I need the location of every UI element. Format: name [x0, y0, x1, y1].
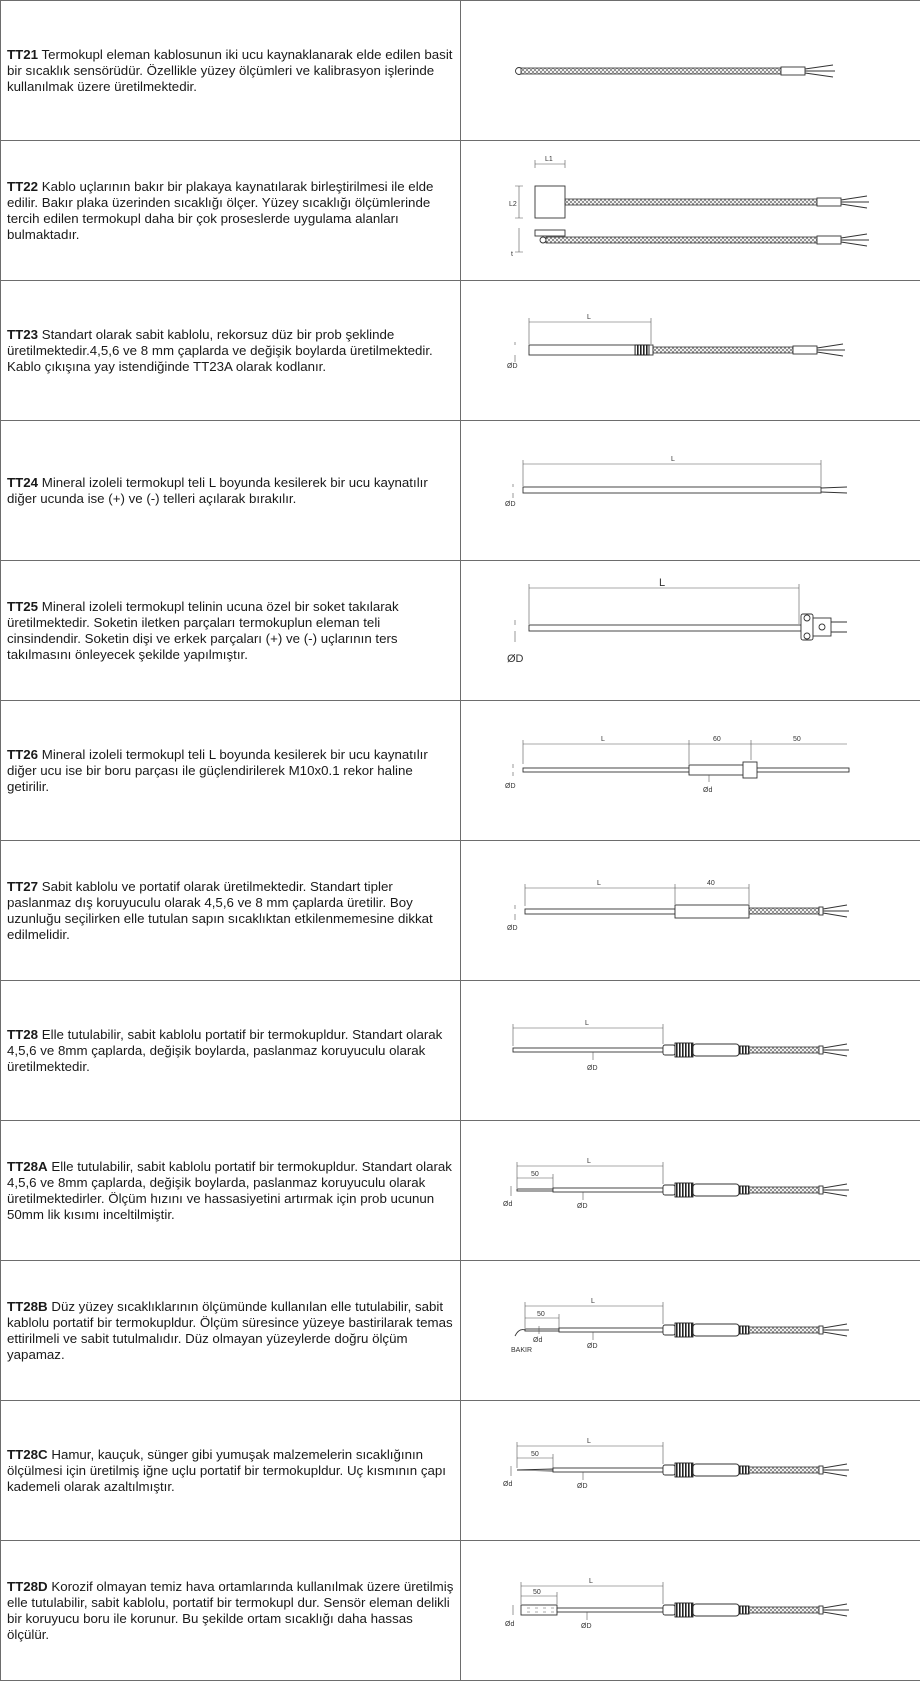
wire-ends [841, 196, 869, 208]
description-cell [1, 701, 461, 841]
description-tt28a [1, 1159, 460, 1223]
handle-body [693, 1464, 739, 1476]
handle-collar [663, 1465, 675, 1475]
dimension-label: 50 [531, 1171, 539, 1178]
drawing-cell [461, 281, 920, 421]
dimension-label: Ød [703, 787, 712, 794]
probe-sheath [557, 1608, 663, 1612]
mineral-insulated-sheath [529, 625, 801, 631]
product-code: TT21 [7, 47, 38, 62]
dimension-label: ØD [577, 1203, 588, 1210]
handle-grip [675, 1323, 693, 1337]
dimension-label: 40 [707, 880, 715, 887]
drawing-cell [461, 561, 920, 701]
description-cell [1, 981, 461, 1121]
dimension-label: L [591, 1298, 595, 1305]
product-code: TT27 [7, 879, 38, 894]
cable-sleeve [819, 1326, 823, 1334]
braided-cable [546, 237, 817, 243]
description-tt28b [1, 1299, 460, 1363]
drawing-cell [461, 1, 920, 141]
product-description: Kablo uçlarının bakır bir plakaya kaynatılarak birleştirilmesi ile elde edilir. Bakır plaka üzerinden sıcaklığı ölçer. Yüzey sıcaklığı ölçümlerinde tercih edilen termokupl daha bir çok proseslerde uygulama alanları bulmaktadır. [7, 179, 433, 242]
drawing-cell [461, 141, 920, 281]
strain-relief [739, 1606, 749, 1614]
cable-sleeve [817, 198, 841, 206]
description-cell [1, 141, 461, 281]
tt22-drawing [463, 142, 919, 280]
probe-sheath [553, 1468, 663, 1472]
braided-cable [749, 1607, 819, 1613]
probe-sheath [529, 345, 653, 355]
table-row [1, 701, 920, 841]
dimension-label: L [659, 577, 665, 589]
product-description: Mineral izoleli termokupl telinin ucuna özel bir soket takılarak üretilmektedir. Soketin iletken parçaları termokuplun eleman teli cinsindendir. Soketin dişi ve erkek parçaları (+) ve (-) uçlarının ters takılmasını önleyecek şekilde yapılmıştır. [7, 599, 399, 662]
wire-ends [821, 487, 847, 493]
wire-ends [823, 1324, 849, 1336]
probe-end-ribs [635, 345, 649, 355]
cable-sleeve [781, 67, 805, 75]
drawing-cell [461, 701, 920, 841]
tt28-drawing [463, 982, 919, 1120]
m10-fitting [743, 762, 757, 778]
braided-cable [749, 1047, 819, 1053]
tt26-drawing [463, 702, 919, 840]
dimension-l [523, 740, 689, 764]
dimension-label: ØD [505, 501, 516, 508]
tt24-drawing [463, 422, 919, 560]
dimension-label: L [671, 456, 675, 463]
tt23-drawing [463, 282, 919, 420]
handle-body [693, 1604, 739, 1616]
description-tt24 [1, 475, 460, 507]
mineral-insulated-sheath [523, 768, 849, 772]
drawing-cell [461, 421, 920, 561]
strain-relief [739, 1466, 749, 1474]
description-tt25 [1, 599, 460, 663]
dimension-l [529, 584, 799, 624]
tt28c-drawing [463, 1402, 919, 1540]
dimension-label: ØD [587, 1343, 598, 1350]
tt28b-drawing [463, 1262, 919, 1400]
dimension-l [521, 1582, 663, 1604]
handle-collar [663, 1185, 675, 1195]
material-label: BAKIR [511, 1347, 532, 1354]
product-code: TT28B [7, 1299, 48, 1314]
description-tt21 [1, 47, 460, 95]
handle-body [693, 1184, 739, 1196]
product-code: TT28A [7, 1159, 48, 1174]
table-row [1, 281, 920, 421]
connector-pins [831, 622, 847, 632]
table-row [1, 421, 920, 561]
probe-sheath [559, 1328, 663, 1332]
product-code: TT28C [7, 1447, 48, 1462]
handle-collar [663, 1325, 675, 1335]
handle-body [693, 1324, 739, 1336]
dimension-label: L [587, 1438, 591, 1445]
wire-ends [817, 344, 845, 356]
cable-sleeve [819, 1466, 823, 1474]
braided-cable [749, 1327, 819, 1333]
description-tt22 [1, 179, 460, 243]
tt28d-drawing [463, 1542, 919, 1680]
strain-relief [739, 1326, 749, 1334]
handle-grip [675, 1603, 693, 1617]
product-code: TT24 [7, 475, 38, 490]
description-tt28 [1, 1027, 460, 1075]
dimension-label: Ød [533, 1337, 542, 1344]
dimension-label: ØD [581, 1623, 592, 1630]
product-description: Termokupl eleman kablosunun iki ucu kaynaklanarak elde edilen basit bir sıcaklık sensörüdür. Özellikle yüzey ölçümleri ve kalibrasyon işlerinde kullanılmak üzere üretilmektedir. [7, 47, 452, 94]
cable-sleeve [819, 907, 823, 915]
product-code: TT23 [7, 327, 38, 342]
description-tt28c [1, 1447, 460, 1495]
product-description: Hamur, kauçuk, sünger gibi yumuşak malzemelerin sıcaklığının ölçülmesi için üretilmiş iğne uçlu portatif bir termokupldur. Uç kısmının çapı kademeli olarak azaltılmıştır. [7, 1447, 446, 1494]
dimension-t [515, 228, 523, 252]
dimension-label: ØD [507, 363, 518, 370]
dimension-l [525, 884, 675, 906]
screw-icon [804, 615, 810, 621]
product-code: TT25 [7, 599, 38, 614]
product-description: Sabit kablolu ve portatif olarak üretilmektedir. Standart tipler paslanmaz dış koruyuculu olarak 4,5,6 ve 8 mm çaplarda üretilir. Boy uzunluğu seçilirken elle tutulan sapın sıcaklıktan etkilenmemesine dikkat edilmelidir. [7, 879, 433, 942]
dimension-60 [689, 740, 751, 760]
reinforcing-tube [689, 765, 751, 775]
dimension-label: t [511, 251, 513, 258]
braided-cable [749, 1187, 819, 1193]
table-row [1, 561, 920, 701]
cable-sleeve [793, 346, 817, 354]
product-description: Mineral izoleli termokupl teli L boyunda kesilerek bir ucu kaynatılır diğer ucunda ise (+) ve (-) telleri açılarak bırakılır. [7, 475, 428, 506]
copper-plate [535, 186, 565, 218]
dimension-label: ØD [577, 1483, 588, 1490]
table-row [1, 981, 920, 1121]
needle-tip [517, 1469, 553, 1471]
dimension-label: L1 [545, 156, 553, 163]
strain-relief [739, 1046, 749, 1054]
wire-ends [823, 1604, 849, 1616]
mineral-insulated-sheath [523, 487, 821, 493]
product-description: Mineral izoleli termokupl teli L boyunda kesilerek bir ucu kaynatılır diğer ucu ise bir boru parçası ile güçlendirilerek M10x0.1 rekor haline getirilir. [7, 747, 428, 794]
handle-grip [675, 1463, 693, 1477]
dimension-label: ØD [507, 653, 524, 665]
drawing-cell [461, 981, 920, 1121]
braided-cable [565, 199, 817, 205]
description-tt28d [1, 1579, 460, 1643]
wire-ends [805, 65, 835, 77]
table-row [1, 1261, 920, 1401]
dimension-l [523, 460, 821, 486]
product-code: TT26 [7, 747, 38, 762]
weld-junction-icon [540, 237, 546, 243]
probe-sheath [553, 1188, 663, 1192]
dimension-label: 60 [713, 736, 721, 743]
dimension-label: ØD [587, 1065, 598, 1072]
description-cell [1, 1261, 461, 1401]
product-description: Korozif olmayan temiz hava ortamlarında kullanılmak üzere üretilmiş elle tutulabilir, sabit kablolu, portatif bir termokupl dur. Sensör eleman delikli bir koruyucu boru ile korunur. Bu şekilde ortam sıcaklığı daha hassas ölçülür. [7, 1579, 453, 1642]
tt27-drawing [463, 842, 919, 980]
dimension-label: L [587, 314, 591, 321]
dimension-label: 50 [537, 1311, 545, 1318]
description-cell [1, 1, 461, 141]
table-row [1, 1, 920, 141]
handle-body [693, 1044, 739, 1056]
dimension-40 [675, 884, 749, 904]
table-row [1, 841, 920, 981]
tt21-drawing [463, 2, 919, 140]
dimension-l [513, 1024, 663, 1046]
braided-cable [749, 908, 819, 914]
reduced-tip [517, 1189, 553, 1191]
description-cell [1, 561, 461, 701]
product-description: Standart olarak sabit kablolu, rekorsuz düz bir prob şeklinde üretilmektedir.4,5,6 ve 8 mm çaplarda ve değişik boylarda üretilmektedir. Kablo çıkışına yay istendiğinde TT23A olarak kodlanır. [7, 327, 433, 374]
tt25-drawing [463, 562, 919, 700]
reduced-tip [525, 1329, 559, 1331]
dimension-label: Ød [503, 1201, 512, 1208]
strain-relief [739, 1186, 749, 1194]
description-cell [1, 1401, 461, 1541]
table-row [1, 1121, 920, 1261]
table-row [1, 141, 920, 281]
handle [675, 905, 749, 918]
dimension-l [525, 1302, 663, 1328]
dimension-label: ØD [505, 783, 516, 790]
product-code: TT28 [7, 1027, 38, 1042]
probe-sheath [513, 1048, 663, 1052]
tt28a-drawing [463, 1122, 919, 1260]
handle-collar [663, 1045, 675, 1055]
dimension-label: L2 [509, 201, 517, 208]
dimension-label: Ød [503, 1481, 512, 1488]
product-description: Elle tutulabilir, sabit kablolu portatif bir termokupldur. Standart olarak 4,5,6 ve 8mm çaplarda, değişik boylarda, paslanmaz koruyuculu olarak üretilmektedirler. Ölçüm hızını ve hassasiyetini artırmak için prob ucunun 50mm lik kısımı inceltilmiştir. [7, 1159, 452, 1222]
cable-sleeve [819, 1606, 823, 1614]
table-row [1, 1541, 920, 1681]
dimension-label: ØD [507, 925, 518, 932]
drawing-cell [461, 1401, 920, 1541]
copper-contact [515, 1329, 525, 1335]
dimension-l [517, 1442, 663, 1468]
product-code: TT22 [7, 179, 38, 194]
description-tt23 [1, 327, 460, 375]
dimension-label: 50 [533, 1589, 541, 1596]
product-code: TT28D [7, 1579, 48, 1594]
product-description: Düz yüzey sıcaklıklarının ölçümünde kullanılan elle tutulabilir, sabit kablolu portatif bir termokupldur. Ölçüm süresince yüzeye bastirilarak temas ettirilmeli ve sabit tutulmalıdır. Düz olmayan yüzeylerde doğru ölçüm yapamaz. [7, 1299, 453, 1362]
cable-sleeve [819, 1046, 823, 1054]
description-tt26 [1, 747, 460, 795]
drawing-cell [461, 1121, 920, 1261]
wire-ends [823, 1184, 849, 1196]
drawing-cell [461, 1261, 920, 1401]
table-row [1, 1401, 920, 1541]
dimension-label: L [585, 1020, 589, 1027]
dimension-label: L [597, 880, 601, 887]
braided-cable [749, 1467, 819, 1473]
handle-collar [663, 1605, 675, 1615]
handle-grip [675, 1183, 693, 1197]
copper-plate-side [535, 230, 565, 236]
description-cell [1, 1121, 461, 1261]
drawing-cell [461, 841, 920, 981]
handle-grip [675, 1043, 693, 1057]
description-cell [1, 421, 461, 561]
dimension-label: 50 [793, 736, 801, 743]
dimension-l [529, 318, 651, 344]
pin-icon [819, 624, 825, 630]
screw-icon [804, 633, 810, 639]
dimension-label: L [587, 1158, 591, 1165]
dimension-label: 50 [531, 1451, 539, 1458]
dimension-label: L [601, 736, 605, 743]
braided-cable [521, 68, 781, 74]
braided-cable [653, 347, 793, 353]
wire-ends [823, 1464, 849, 1476]
probe-sheath [525, 909, 675, 914]
cable-sleeve [819, 1186, 823, 1194]
dimension-l [517, 1162, 663, 1188]
wire-ends [841, 234, 869, 246]
dimension-label: Ød [505, 1621, 514, 1628]
wire-ends [823, 905, 849, 917]
description-tt27 [1, 879, 460, 943]
cable-sleeve [817, 236, 841, 244]
dimension-label: L [589, 1578, 593, 1585]
product-description: Elle tutulabilir, sabit kablolu portatif bir termokupldur. Standart olarak 4,5,6 ve 8mm çaplarda, değişik boylarda, paslanmaz koruyuculu olarak üretilmektedir. [7, 1027, 442, 1074]
drawing-cell [461, 1541, 920, 1681]
description-cell [1, 1541, 461, 1681]
description-cell [1, 841, 461, 981]
perforated-tube [521, 1605, 557, 1615]
wire-ends [823, 1044, 849, 1056]
description-cell [1, 281, 461, 421]
